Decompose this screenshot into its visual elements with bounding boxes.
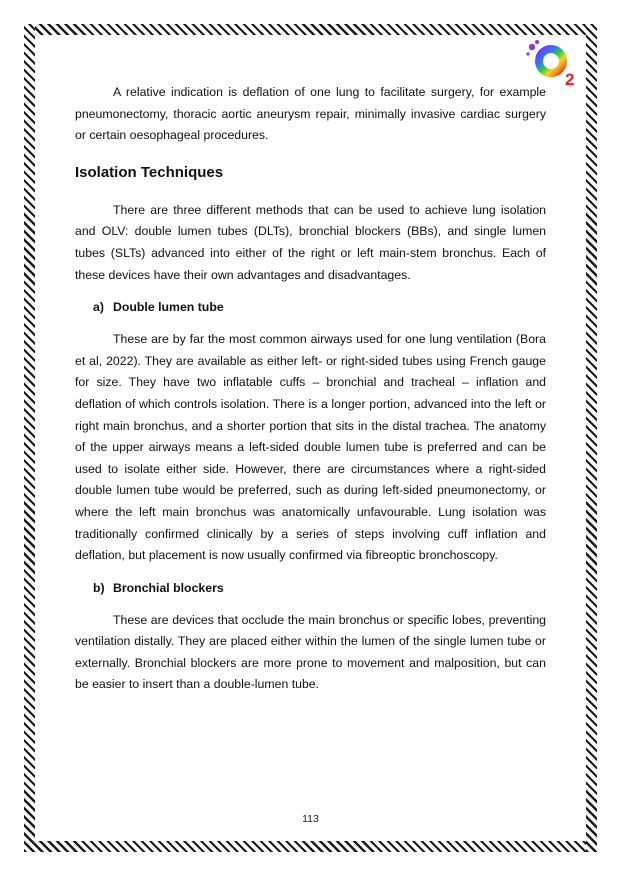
page-content	[75, 82, 546, 696]
paragraph-isolation-intro: There are three different methods that can be used to achieve lung isolation and OLV: double lumen tubes (DLTs), bronchial blockers (BBs), and single lumen tubes (SLTs) advanced into either of the right or left main-stem bronchus. Each of these devices have their own advantages and disadvantages.	[75, 202, 546, 282]
decorative-border-top	[24, 24, 597, 35]
paragraph-bronchial-blockers: These are devices that occlude the main bronchus or specific lobes, preventing ventilation distally. They are placed either within the lumen of the single lumen tube or externally. Bronchial blockers are more prone to movement and malposition, but can be easier to insert than a double-lumen tube.	[75, 612, 546, 692]
heading-isolation-techniques: Isolation Techniques	[75, 163, 224, 181]
o2-logo-icon	[523, 38, 579, 88]
subheading-label: Double lumen tube	[113, 300, 224, 315]
paragraph-relative-indication: A relative indication is deflation of one lung to facilitate surgery, for example pneumonectomy, thoracic aortic aneurysm repair, minimally invasive cardiac surgery or certain oesophageal procedures.	[75, 85, 546, 143]
subheading-double-lumen-tube	[75, 297, 546, 317]
decorative-border-bottom	[24, 841, 597, 852]
subheading-label: Bronchial blockers	[113, 580, 224, 595]
decorative-border-right	[586, 24, 597, 852]
decorative-border-left	[24, 24, 35, 852]
paragraph-double-lumen: These are by far the most common airways used for one lung ventilation (Bora et al, 2022). They are available as either left- or right-sided tubes using French gauge for size. They have two inflatable cuffs – bronchial and tracheal – inflation and deflation of which controls isolation. There is a longer portion, advanced into the left or right main bronchus, and a shorter portion that sits in the distal trachea. The anatomy of the upper airways means a left-sided double lumen tube is preferred and can be used to isolate either side. However, there are circumstances where a right-sided double lumen tube would be preferred, such as during left-sided pneumonectomy, or where the left main bronchus was anatomically unfavourable. Lung isolation was traditionally confirmed clinically by a series of steps involving cuff inflation and deflation, but placement is now usually confirmed via fibreoptic bronchoscopy.	[75, 332, 546, 563]
page-number: 113	[302, 813, 319, 825]
list-marker: b)	[93, 580, 105, 595]
list-marker: a)	[93, 300, 104, 315]
svg-text:2: 2	[565, 70, 575, 88]
subheading-bronchial-blockers	[75, 578, 546, 598]
